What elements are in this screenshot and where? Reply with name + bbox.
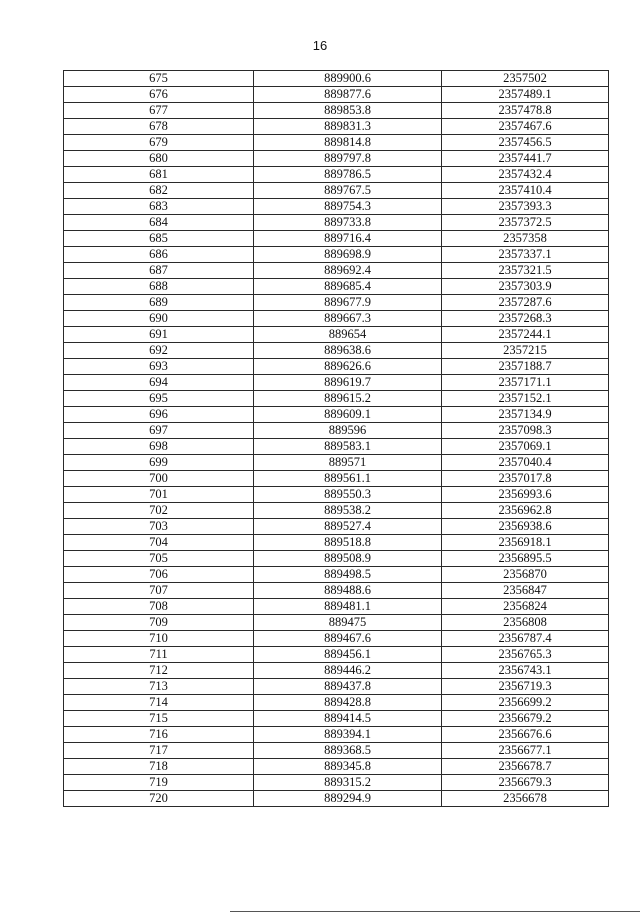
table-row [64,295,609,311]
table-row [64,567,609,583]
point-number-cell: 701 [64,487,254,503]
x-coordinate-cell: 889754.3 [254,199,442,215]
y-coordinate-cell: 2356895.5 [442,551,609,567]
point-number-cell: 707 [64,583,254,599]
y-coordinate-cell: 2356678 [442,791,609,807]
table-row [64,215,609,231]
point-number-cell: 694 [64,375,254,391]
x-coordinate-cell: 889619.7 [254,375,442,391]
table-row [64,231,609,247]
point-number-cell: 689 [64,295,254,311]
y-coordinate-cell: 2357358 [442,231,609,247]
y-coordinate-cell: 2356765.3 [442,647,609,663]
y-coordinate-cell: 2357287.6 [442,295,609,311]
x-coordinate-cell: 889538.2 [254,503,442,519]
table-row [64,263,609,279]
table-row [64,199,609,215]
x-coordinate-cell: 889767.5 [254,183,442,199]
x-coordinate-cell: 889561.1 [254,471,442,487]
point-number-cell: 690 [64,311,254,327]
table-row [64,151,609,167]
page-number: 16 [312,38,328,53]
table-row [64,631,609,647]
point-number-cell: 704 [64,535,254,551]
point-number-cell: 696 [64,407,254,423]
x-coordinate-cell: 889615.2 [254,391,442,407]
point-number-cell: 710 [64,631,254,647]
table-row [64,743,609,759]
y-coordinate-cell: 2357069.1 [442,439,609,455]
y-coordinate-cell: 2356699.2 [442,695,609,711]
point-number-cell: 686 [64,247,254,263]
y-coordinate-cell: 2357098.3 [442,423,609,439]
y-coordinate-cell: 2357478.8 [442,103,609,119]
table-row [64,71,609,87]
y-coordinate-cell: 2357017.8 [442,471,609,487]
x-coordinate-cell: 889900.6 [254,71,442,87]
x-coordinate-cell: 889733.8 [254,215,442,231]
table-row [64,583,609,599]
y-coordinate-cell: 2357337.1 [442,247,609,263]
point-number-cell: 712 [64,663,254,679]
table-row [64,439,609,455]
y-coordinate-cell: 2357410.4 [442,183,609,199]
x-coordinate-cell: 889498.5 [254,567,442,583]
point-number-cell: 702 [64,503,254,519]
point-number-cell: 706 [64,567,254,583]
y-coordinate-cell: 2357152.1 [442,391,609,407]
y-coordinate-cell: 2357502 [442,71,609,87]
x-coordinate-cell: 889654 [254,327,442,343]
point-number-cell: 711 [64,647,254,663]
table-row [64,663,609,679]
table-row [64,791,609,807]
x-coordinate-cell: 889481.1 [254,599,442,615]
point-number-cell: 705 [64,551,254,567]
x-coordinate-cell: 889667.3 [254,311,442,327]
y-coordinate-cell: 2357244.1 [442,327,609,343]
x-coordinate-cell: 889394.1 [254,727,442,743]
y-coordinate-cell: 2357467.6 [442,119,609,135]
y-coordinate-cell: 2356743.1 [442,663,609,679]
x-coordinate-cell: 889467.6 [254,631,442,647]
x-coordinate-cell: 889414.5 [254,711,442,727]
table-row [64,487,609,503]
table-row [64,327,609,343]
table-row [64,279,609,295]
table-row [64,535,609,551]
y-coordinate-cell: 2356993.6 [442,487,609,503]
point-number-cell: 693 [64,359,254,375]
point-number-cell: 709 [64,615,254,631]
point-number-cell: 698 [64,439,254,455]
point-number-cell: 700 [64,471,254,487]
point-number-cell: 708 [64,599,254,615]
table-row [64,471,609,487]
y-coordinate-cell: 2357489.1 [442,87,609,103]
y-coordinate-cell: 2357188.7 [442,359,609,375]
point-number-cell: 717 [64,743,254,759]
point-number-cell: 716 [64,727,254,743]
x-coordinate-cell: 889831.3 [254,119,442,135]
table-row [64,183,609,199]
table-row [64,551,609,567]
table-row [64,311,609,327]
y-coordinate-cell: 2356938.6 [442,519,609,535]
point-number-cell: 720 [64,791,254,807]
x-coordinate-cell: 889571 [254,455,442,471]
y-coordinate-cell: 2357372.5 [442,215,609,231]
point-number-cell: 699 [64,455,254,471]
point-number-cell: 676 [64,87,254,103]
y-coordinate-cell: 2356679.3 [442,775,609,791]
y-coordinate-cell: 2356808 [442,615,609,631]
point-number-cell: 680 [64,151,254,167]
point-number-cell: 718 [64,759,254,775]
x-coordinate-cell: 889368.5 [254,743,442,759]
y-coordinate-cell: 2357215 [442,343,609,359]
y-coordinate-cell: 2356870 [442,567,609,583]
table-row [64,87,609,103]
point-number-cell: 679 [64,135,254,151]
y-coordinate-cell: 2356824 [442,599,609,615]
y-coordinate-cell: 2356679.2 [442,711,609,727]
table-row [64,615,609,631]
y-coordinate-cell: 2357432.4 [442,167,609,183]
x-coordinate-cell: 889518.8 [254,535,442,551]
point-number-cell: 681 [64,167,254,183]
table-row [64,455,609,471]
y-coordinate-cell: 2357303.9 [442,279,609,295]
y-coordinate-cell: 2356677.1 [442,743,609,759]
x-coordinate-cell: 889698.9 [254,247,442,263]
x-coordinate-cell: 889677.9 [254,295,442,311]
table-row [64,407,609,423]
point-number-cell: 695 [64,391,254,407]
x-coordinate-cell: 889315.2 [254,775,442,791]
y-coordinate-cell: 2357040.4 [442,455,609,471]
y-coordinate-cell: 2357393.3 [442,199,609,215]
x-coordinate-cell: 889437.8 [254,679,442,695]
x-coordinate-cell: 889428.8 [254,695,442,711]
point-number-cell: 682 [64,183,254,199]
x-coordinate-cell: 889626.6 [254,359,442,375]
coordinates-table [63,70,609,807]
table-row [64,599,609,615]
x-coordinate-cell: 889786.5 [254,167,442,183]
x-coordinate-cell: 889508.9 [254,551,442,567]
table-row [64,519,609,535]
table-row [64,391,609,407]
x-coordinate-cell: 889814.8 [254,135,442,151]
point-number-cell: 688 [64,279,254,295]
y-coordinate-cell: 2356787.4 [442,631,609,647]
x-coordinate-cell: 889797.8 [254,151,442,167]
table-row [64,503,609,519]
y-coordinate-cell: 2356847 [442,583,609,599]
point-number-cell: 715 [64,711,254,727]
point-number-cell: 687 [64,263,254,279]
x-coordinate-cell: 889716.4 [254,231,442,247]
x-coordinate-cell: 889853.8 [254,103,442,119]
table-row [64,727,609,743]
table-row [64,775,609,791]
x-coordinate-cell: 889609.1 [254,407,442,423]
x-coordinate-cell: 889527.4 [254,519,442,535]
point-number-cell: 691 [64,327,254,343]
table-row [64,375,609,391]
x-coordinate-cell: 889345.8 [254,759,442,775]
y-coordinate-cell: 2357456.5 [442,135,609,151]
x-coordinate-cell: 889446.2 [254,663,442,679]
point-number-cell: 692 [64,343,254,359]
y-coordinate-cell: 2356676.6 [442,727,609,743]
table-row [64,679,609,695]
x-coordinate-cell: 889294.9 [254,791,442,807]
x-coordinate-cell: 889456.1 [254,647,442,663]
y-coordinate-cell: 2356719.3 [442,679,609,695]
x-coordinate-cell: 889877.6 [254,87,442,103]
y-coordinate-cell: 2357134.9 [442,407,609,423]
table-row [64,711,609,727]
table-row [64,343,609,359]
coordinates-table-body [64,71,609,807]
point-number-cell: 677 [64,103,254,119]
y-coordinate-cell: 2357268.3 [442,311,609,327]
x-coordinate-cell: 889638.6 [254,343,442,359]
point-number-cell: 719 [64,775,254,791]
y-coordinate-cell: 2356962.8 [442,503,609,519]
x-coordinate-cell: 889596 [254,423,442,439]
table-row [64,759,609,775]
table-row [64,103,609,119]
point-number-cell: 713 [64,679,254,695]
table-row [64,167,609,183]
bottom-rule [230,911,640,912]
x-coordinate-cell: 889475 [254,615,442,631]
point-number-cell: 714 [64,695,254,711]
y-coordinate-cell: 2357321.5 [442,263,609,279]
point-number-cell: 703 [64,519,254,535]
table-row [64,119,609,135]
point-number-cell: 684 [64,215,254,231]
x-coordinate-cell: 889550.3 [254,487,442,503]
point-number-cell: 675 [64,71,254,87]
point-number-cell: 697 [64,423,254,439]
table-row [64,135,609,151]
y-coordinate-cell: 2357171.1 [442,375,609,391]
table-row [64,647,609,663]
point-number-cell: 685 [64,231,254,247]
table-row [64,359,609,375]
x-coordinate-cell: 889583.1 [254,439,442,455]
point-number-cell: 683 [64,199,254,215]
table-row [64,247,609,263]
y-coordinate-cell: 2357441.7 [442,151,609,167]
y-coordinate-cell: 2356678.7 [442,759,609,775]
x-coordinate-cell: 889488.6 [254,583,442,599]
point-number-cell: 678 [64,119,254,135]
table-row [64,423,609,439]
y-coordinate-cell: 2356918.1 [442,535,609,551]
table-row [64,695,609,711]
x-coordinate-cell: 889685.4 [254,279,442,295]
x-coordinate-cell: 889692.4 [254,263,442,279]
